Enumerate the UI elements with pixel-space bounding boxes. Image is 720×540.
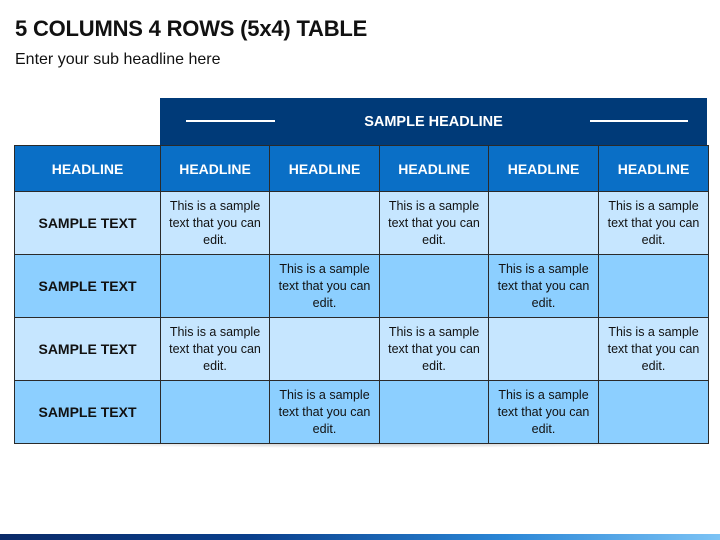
row-label: SAMPLE TEXT [15, 192, 161, 255]
top-headline-bar [160, 98, 707, 145]
page-subtitle: Enter your sub headline here [15, 51, 221, 68]
cell-text: This is a sample text that you can edit. [278, 261, 371, 310]
column-header: HEADLINE [15, 146, 161, 192]
table-cell [489, 255, 599, 318]
table-cell [161, 381, 270, 444]
row-label: SAMPLE TEXT [15, 318, 161, 381]
table-cell [380, 192, 489, 255]
page-title: 5 COLUMNS 4 ROWS (5x4) TABLE [15, 16, 368, 41]
table-cell [270, 255, 380, 318]
table-cell [270, 318, 380, 381]
headline-rule-right [590, 120, 688, 122]
table-cell [489, 318, 599, 381]
table-cell [380, 381, 489, 444]
table-row [15, 192, 709, 255]
cell-text: This is a sample text that you can edit. [169, 198, 261, 247]
table-cell [489, 381, 599, 444]
column-header: HEADLINE [380, 146, 489, 192]
cell-text: This is a sample text that you can edit. [497, 261, 590, 310]
table-cell [270, 381, 380, 444]
table-cell [161, 192, 270, 255]
cell-text: This is a sample text that you can edit. [497, 387, 590, 436]
column-header: HEADLINE [161, 146, 270, 192]
top-headline-text: SAMPLE HEADLINE [364, 113, 503, 130]
data-table [14, 145, 709, 444]
table-cell [380, 255, 489, 318]
cell-text: This is a sample text that you can edit. [388, 324, 480, 373]
table-cell [599, 255, 709, 318]
table-row [15, 318, 709, 381]
cell-text: This is a sample text that you can edit. [278, 387, 371, 436]
cell-text: This is a sample text that you can edit. [388, 198, 480, 247]
table-cell [489, 192, 599, 255]
table-cell [161, 318, 270, 381]
table-cell [380, 318, 489, 381]
table-row [15, 381, 709, 444]
column-header: HEADLINE [270, 146, 380, 192]
header-row [15, 146, 709, 192]
table-cell [599, 192, 709, 255]
cell-text: This is a sample text that you can edit. [607, 324, 700, 373]
table-cell [161, 255, 270, 318]
row-label: SAMPLE TEXT [15, 381, 161, 444]
column-header: HEADLINE [489, 146, 599, 192]
footer-gradient-bar [0, 534, 720, 540]
row-label: SAMPLE TEXT [15, 255, 161, 318]
table-cell [270, 192, 380, 255]
column-header: HEADLINE [599, 146, 709, 192]
headline-rule-left [186, 120, 275, 122]
table-cell [599, 318, 709, 381]
table-cell [599, 381, 709, 444]
table-row [15, 255, 709, 318]
cell-text: This is a sample text that you can edit. [607, 198, 700, 247]
cell-text: This is a sample text that you can edit. [169, 324, 261, 373]
